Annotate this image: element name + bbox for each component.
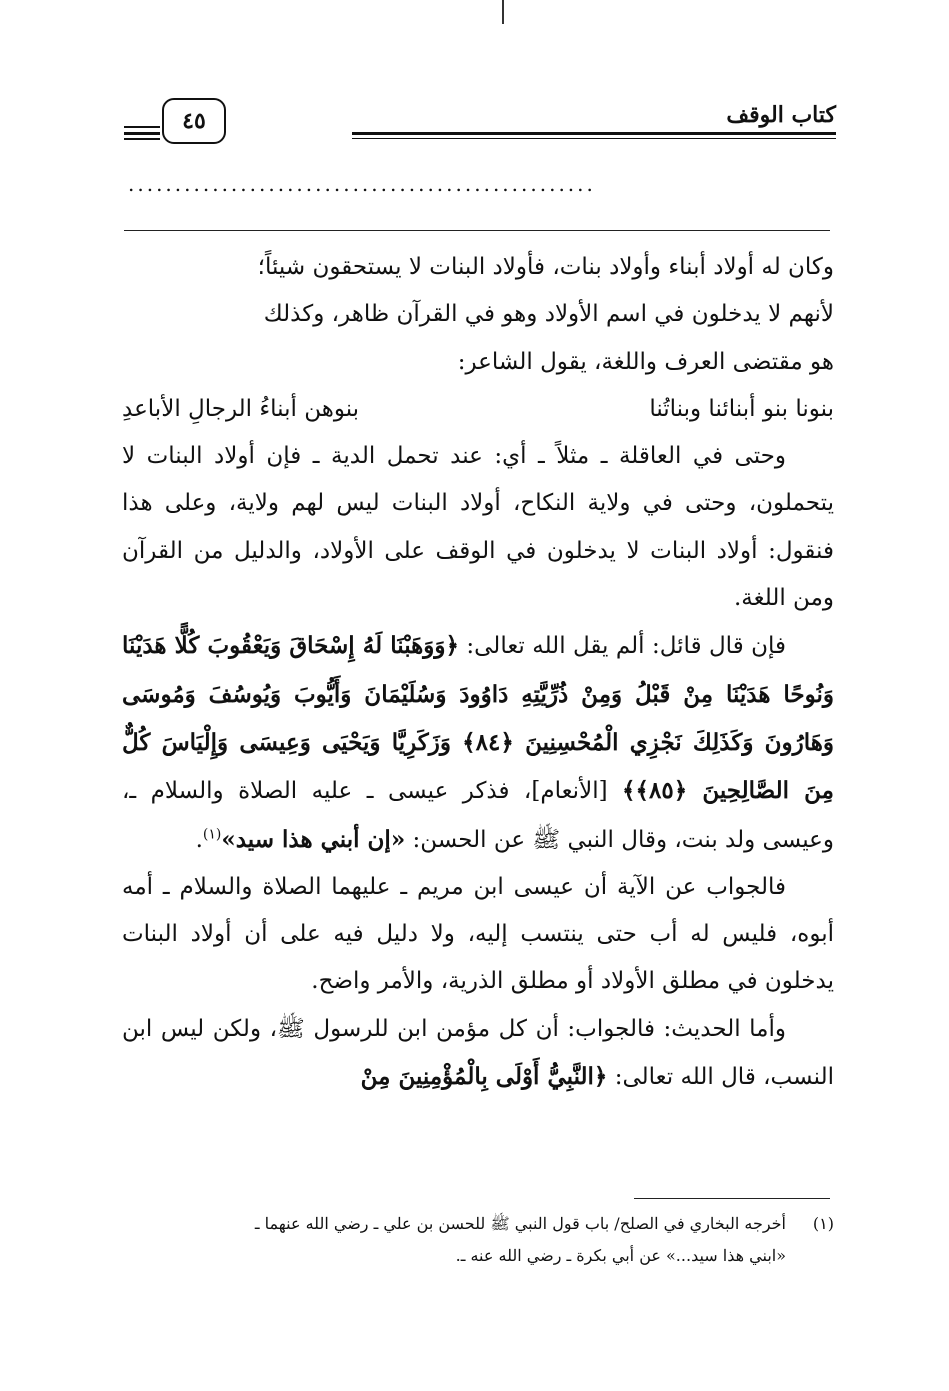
header-rule — [352, 132, 836, 135]
header-rule — [124, 138, 160, 140]
question-intro: فإن قال قائل: ألم يقل الله تعالى: — [466, 633, 786, 660]
paragraph-line: وكان له أولاد أبناء وأولاد بنات، فأولاد البنات لا يستحقون شيئاً؛ — [257, 254, 834, 280]
paragraph-line: هو مقتضى العرف واللغة، يقول الشاعر: — [457, 348, 834, 375]
page-number: ٤٥ — [162, 98, 226, 144]
paragraph-line: لأنهم لا يدخلون في اسم الأولاد وهو في القرآن ظاهر، وكذلك — [263, 301, 834, 328]
header-rule — [352, 138, 836, 139]
hadith-quote: «إن أبني هذا سيد» — [221, 825, 406, 853]
paragraph — [122, 622, 834, 863]
sentence-end: . — [195, 826, 203, 853]
paragraph: فالجواب عن الآية أن عيسى ابن مريم ـ عليهما الصلاة والسلام ـ أمه أبوه، فليس له أب حتى ينتسب إليه، ولا دليل فيه على أن أولاد البنات يدخلون في مطلق الأولاد أو مطلق الذرية، والأمر واضح. — [122, 873, 834, 995]
header-rule — [124, 132, 160, 135]
footnote-continuation: «ابني هذا سيد...» عن أبي بكرة ـ رضي الله عنه ـ. — [455, 1246, 786, 1265]
quran-verse: ﴿وَوَهَبْنَا لَهُ إِسْحَاقَ وَيَعْقُوبَ كُلًّا هَدَيْنَا وَنُوحًا هَدَيْنَا مِنْ قَبْلُ وَمِنْ ذُرِّيَّتِهِ دَاوُودَ وَسُلَيْمَانَ وَأَيُّوبَ وَيُوسُفَ وَمُوسَى وَهَارُونَ وَكَذَلِكَ نَجْزِي الْمُحْسِنِينَ ﴿٨٤﴾ وَزَكَرِيَّا وَيَحْيَى وَعِيسَى وَإِلْيَاسَ كُلٌّ مِنَ الصَّالِحِينَ ﴿٨٥﴾﴾ — [122, 632, 835, 805]
footnote-rule — [634, 1198, 830, 1199]
footnote-marker: (١) — [202, 825, 222, 842]
poem-first-hemistich: بنونا بنو أبنائنا وبناتُنا — [649, 395, 834, 422]
verse-reference: [الأنعام]، فذكر عيسى ـ عليه الصلاة والسلام ـ، وعيسى ولد بنت، وقال النبي ﷺ عن الحسن: — [122, 778, 834, 853]
main-text — [122, 244, 834, 1101]
footnote-number: (١) — [812, 1214, 834, 1233]
top-margin-mark — [502, 0, 504, 24]
quran-verse: ﴿النَّبِيُّ أَوْلَى بِالْمُؤْمِنِينَ مِنْ — [360, 1063, 608, 1091]
page-header — [124, 98, 836, 148]
footnote-text: أخرجه البخاري في الصلح/ باب قول النبي ﷺ للحسن بن علي ـ رضي الله عنهما ـ — [254, 1214, 786, 1233]
omitted-text-dots: .................................................. — [128, 172, 596, 196]
running-title: كتاب الوقف — [726, 102, 836, 128]
paragraph — [122, 1006, 834, 1102]
footnote — [122, 1208, 834, 1240]
poem-second-hemistich: بنوهن أبناءُ الرجالِ الأباعدِ — [122, 395, 360, 422]
header-rule — [124, 126, 160, 128]
poetry-verse — [122, 386, 834, 433]
paragraph: وحتى في العاقلة ـ مثلاً ـ أي: عند تحمل الدية ـ فإن أولاد البنات لا يتحملون، وحتى في ولاية النكاح، أولاد البنات ليس لهم ولاية، وعلى هذا فنقول: أولاد البنات لا يدخلون في الوقف على الأولاد، والدليل من القرآن ومن اللغة. — [122, 443, 834, 612]
footnotes — [122, 1208, 834, 1272]
content-separator — [124, 230, 830, 231]
answer-text: وأما الحديث: فالجواب: أن كل مؤمن ابن للرسول ﷺ، ولكن ليس ابن النسب، قال الله تعالى: — [122, 1015, 834, 1091]
